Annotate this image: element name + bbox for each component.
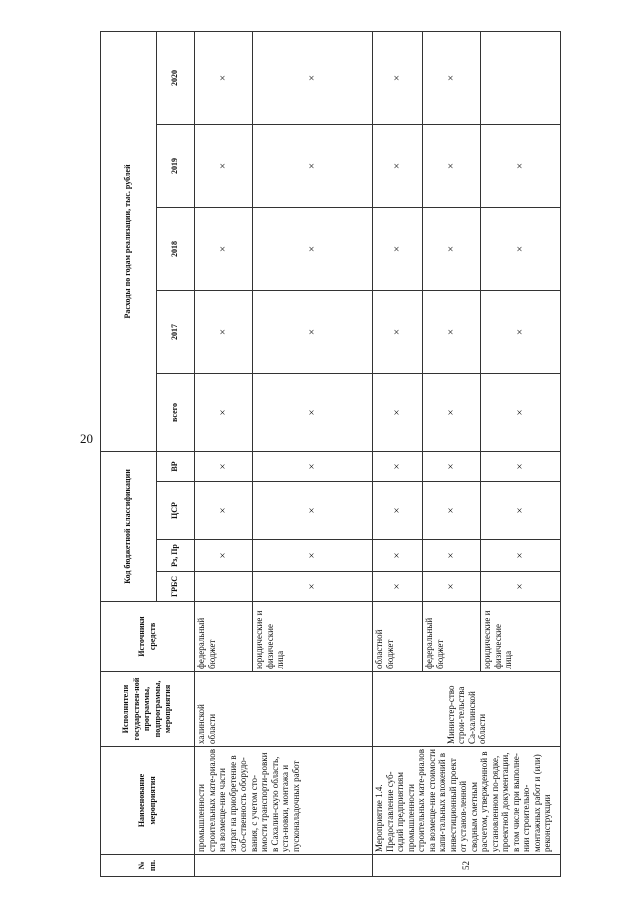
cell-vr: × — [373, 451, 423, 481]
cell-2018: × — [423, 207, 481, 290]
cell-2017: × — [423, 290, 481, 373]
budget-table — [100, 31, 561, 877]
cell-csr: × — [373, 482, 423, 540]
source-label: юридические и физические лица — [481, 602, 561, 672]
cell-vr: × — [253, 451, 373, 481]
header-2018: 2018 — [157, 207, 195, 290]
header-grbs: ГРБС — [157, 572, 195, 602]
cell-2020 — [481, 31, 561, 124]
executor: Министер-ство строи-тельства Са-халинской области — [373, 672, 561, 747]
rotated-table-wrapper — [100, 32, 560, 877]
cell-grbs — [195, 572, 253, 602]
header-2020: 2020 — [157, 31, 195, 124]
header-rzpr: Рз, Пр — [157, 540, 195, 572]
cell-total: × — [195, 373, 253, 451]
cell-total: × — [423, 373, 481, 451]
cell-csr: × — [195, 482, 253, 540]
cell-rzpr: × — [423, 540, 481, 572]
source-label: федеральный бюджет — [195, 602, 253, 672]
cell-2017: × — [195, 290, 253, 373]
cell-2019: × — [423, 124, 481, 207]
cell-2018: × — [373, 207, 423, 290]
header-expenses: Расходы по годам реализации, тыс. рублей — [101, 31, 157, 451]
measure-name: промышленности строительных мате-риалов на возмеще-ние части затрат на приобретение в соб-ственность оборудо-вания, с учетом сто-имости транспорти-ровки в Сахалин-скую область, уста-новки, монтажа и пусконаладочных работ — [195, 747, 373, 855]
cell-2020: × — [195, 31, 253, 124]
cell-grbs: × — [253, 572, 373, 602]
cell-grbs: × — [373, 572, 423, 602]
cell-rzpr: × — [481, 540, 561, 572]
measure-name: Мероприятие 1.4. Предоставление суб-сидий предприятиям промышленности строительных мате-риалов на возмеще-ние стоимости капи-тальных вложений в инвестиционный проект от установ-ленной сводным сметным расчетом, утвержденной в установленном по-рядке, проектной документации, в том числе при выполне-нии строительно-монтажных работ и (или) реконструкции — [373, 747, 561, 855]
page-number: 20 — [80, 431, 93, 446]
cell-rzpr: × — [195, 540, 253, 572]
cell-2018: × — [195, 207, 253, 290]
cell-rzpr: × — [253, 540, 373, 572]
header-source: Источники средств — [101, 602, 195, 672]
row-number — [195, 855, 373, 877]
header-total: всего — [157, 373, 195, 451]
cell-2017: × — [373, 290, 423, 373]
header-num: № пп. — [101, 855, 195, 877]
cell-2020: × — [373, 31, 423, 124]
header-2017: 2017 — [157, 290, 195, 373]
source-label: юридические и физические лица — [253, 602, 373, 672]
source-label: федеральный бюджет — [423, 602, 481, 672]
cell-2019: × — [373, 124, 423, 207]
table-row — [373, 31, 423, 876]
cell-total: × — [373, 373, 423, 451]
cell-2017: × — [253, 290, 373, 373]
cell-2019: × — [253, 124, 373, 207]
cell-2020: × — [253, 31, 373, 124]
cell-2017: × — [481, 290, 561, 373]
header-csr: ЦСР — [157, 482, 195, 540]
header-name: Наименование мероприятия — [101, 747, 195, 855]
cell-csr: × — [423, 482, 481, 540]
row-number: 52 — [373, 855, 561, 877]
table-row — [195, 31, 253, 876]
cell-vr: × — [481, 451, 561, 481]
cell-vr: × — [423, 451, 481, 481]
cell-csr: × — [481, 482, 561, 540]
header-vr: ВР — [157, 451, 195, 481]
cell-2019: × — [195, 124, 253, 207]
cell-csr: × — [253, 482, 373, 540]
cell-2018: × — [481, 207, 561, 290]
cell-2020: × — [423, 31, 481, 124]
cell-rzpr: × — [373, 540, 423, 572]
header-executor: Исполнители государствен-ной программы, подпрограммы, мероприятия — [101, 672, 195, 747]
cell-grbs: × — [481, 572, 561, 602]
cell-grbs: × — [423, 572, 481, 602]
source-label: областной бюджет — [373, 602, 423, 672]
cell-total: × — [253, 373, 373, 451]
header-2019: 2019 — [157, 124, 195, 207]
cell-2019: × — [481, 124, 561, 207]
cell-total: × — [481, 373, 561, 451]
table-sheet — [100, 32, 560, 877]
cell-vr: × — [195, 451, 253, 481]
cell-2018: × — [253, 207, 373, 290]
header-budget-code: Код бюджетной классификации — [101, 451, 157, 601]
executor: халинской области — [195, 672, 373, 747]
